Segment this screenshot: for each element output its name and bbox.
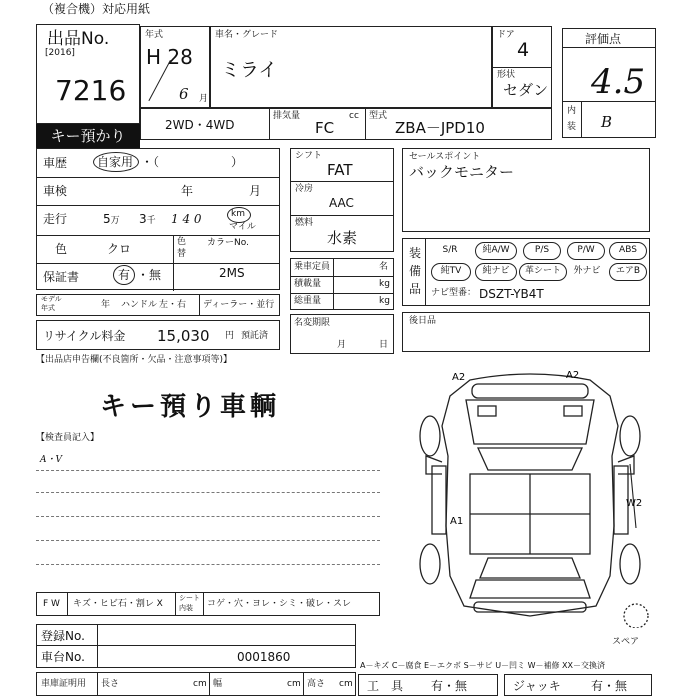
spec-row-line: [37, 205, 279, 206]
equip-sr: S/R: [442, 245, 458, 255]
damage-mark: A2: [452, 372, 466, 383]
warranty-no: ・無: [137, 268, 162, 282]
aircon-label: 冷房: [295, 184, 314, 194]
drive-row: [140, 108, 552, 140]
chassis-value: 0001860: [237, 650, 291, 664]
cert-col: [209, 673, 210, 695]
mileage-label: 走行: [43, 212, 68, 226]
displacement-label: 排気量: [273, 111, 301, 121]
chassis-label: 車台No.: [41, 650, 85, 664]
fw-divider: [175, 593, 176, 615]
grade-label: 評価点: [585, 32, 622, 46]
gross-label: 総重量: [294, 296, 322, 306]
inspector-note: A・V: [40, 455, 62, 465]
load-unit: kg: [379, 279, 390, 289]
sales-point-label: セールスポイント: [409, 152, 481, 162]
name-change-label: 名変期限: [294, 318, 331, 328]
capacity-label: 乗車定員: [294, 262, 331, 272]
mileage-rest: 1 4 0: [171, 212, 202, 226]
reg-col: [97, 625, 98, 667]
car-name-label: 車名・グレード: [215, 30, 279, 40]
interior-label-bottom: 装: [567, 122, 577, 132]
damage-mark: W2: [626, 498, 643, 509]
displacement-value: FC: [315, 119, 335, 137]
color-no-value: 2MS: [219, 266, 245, 280]
recycle-deposit: 預託済: [241, 331, 269, 341]
shift-divider: [291, 215, 393, 216]
note-line: [36, 470, 380, 471]
gross-unit: kg: [379, 296, 390, 306]
model-code-label: 型式: [369, 111, 388, 121]
grade-value: 4.5: [591, 62, 646, 102]
grade-box: [562, 28, 656, 138]
cert-col: [303, 673, 304, 695]
color-change-top: 色: [177, 237, 187, 247]
spec-table: [36, 148, 280, 290]
dealer-divider: [199, 295, 200, 315]
interior-divider: [581, 101, 582, 137]
inspection-year-unit: 年: [181, 184, 194, 198]
capacity-divider: [291, 276, 393, 277]
fw-row: [36, 592, 380, 616]
aircon-value: AAC: [329, 196, 354, 210]
model-year-label: 年式: [145, 30, 164, 40]
notes-text: キー預り車輌: [100, 392, 281, 422]
model-year-row-handle: ハンドル: [121, 300, 158, 310]
recycle-label: リサイクル料金: [43, 329, 126, 343]
model-year-row-label-bottom: 年式: [41, 304, 55, 312]
cert-height: 高さ: [307, 679, 326, 689]
damage-mark: A2: [566, 370, 580, 381]
car-diagram: [400, 366, 660, 628]
registration-label: 登録No.: [41, 629, 85, 643]
fw-label: F W: [43, 599, 60, 609]
mileage-man: 5万: [103, 212, 120, 226]
spare-label: スペア: [612, 637, 640, 647]
cert-height-unit: cm: [339, 679, 353, 689]
shape-label: 形状: [497, 70, 516, 80]
cert-length-unit: cm: [193, 679, 207, 689]
drive-options: 2WD・4WD: [165, 118, 235, 132]
mileage-unit-mile: マイル: [229, 222, 256, 232]
capacity-divider: [291, 293, 393, 294]
note-line: [36, 492, 380, 493]
shift-box: [290, 148, 394, 252]
equip-abs: ABS: [609, 242, 647, 260]
equip-navi: 純ナビ: [475, 263, 517, 281]
recycle-value: 15,030: [157, 327, 210, 345]
equip-power-steering: P/S: [523, 242, 561, 260]
drive-divider: [269, 109, 270, 139]
door-box: [492, 26, 552, 108]
color-value: クロ: [107, 242, 132, 256]
shift-value: FAT: [327, 161, 353, 179]
warranty-label: 保証書: [43, 270, 80, 284]
equip-aftermarket-navi: 外ナビ: [573, 266, 601, 276]
tools-label: 工 具: [367, 679, 404, 693]
model-year-row-dealer: ディーラー・並行: [203, 300, 275, 310]
model-month-unit: 月: [199, 94, 209, 104]
recycle-row: [36, 320, 280, 350]
equip-alloy-wheel: 純A/W: [475, 242, 517, 260]
door-value: 4: [517, 39, 530, 61]
equipment-divider: [425, 239, 426, 305]
lot-label: 出品No.: [47, 29, 110, 49]
grade-divider: [563, 47, 655, 48]
notes-heading: 【出品店申告欄(不良箇所・欠品・注意事項等)】: [36, 355, 233, 365]
displacement-unit: cc: [349, 111, 359, 121]
fw-divider: [67, 593, 68, 615]
cert-width-unit: cm: [287, 679, 301, 689]
jack-value: 有・無: [591, 679, 628, 693]
model-code-value: ZBA－JPD10: [395, 119, 485, 137]
model-month-value: 6: [179, 85, 189, 103]
color-divider: [173, 235, 174, 291]
inspector-heading: 【検査員記入】: [36, 433, 100, 443]
fuel-label: 燃料: [295, 218, 314, 228]
note-line: [36, 516, 380, 517]
note-line: [36, 540, 380, 541]
model-year-value: H 28: [146, 45, 193, 69]
cert-col: [97, 673, 98, 695]
capacity-unit: 名: [379, 262, 389, 272]
lot-box: [36, 24, 140, 124]
fw-items: キズ・ヒビ石・割レ X: [73, 599, 163, 609]
color-change-bottom: 替: [177, 249, 187, 259]
navi-label: ナビ型番：: [431, 288, 477, 298]
seat-label-bottom: 内装: [179, 604, 193, 612]
model-year-row-label-top: モデル: [41, 295, 62, 303]
model-year-row-handle-value: 左・右: [159, 300, 187, 310]
inspection-label: 車検: [43, 184, 68, 198]
mileage-sen: 3千: [139, 212, 156, 226]
seat-items: コゲ・穴・ヨレ・シミ・破レ・スレ: [207, 599, 352, 609]
cert-length: 長さ: [101, 679, 120, 689]
equipment-box: [402, 238, 650, 306]
interior-value: B: [601, 113, 613, 131]
spec-row-line: [37, 235, 279, 236]
equipment-label-2: 備: [409, 264, 422, 278]
name-change-box: [290, 314, 394, 354]
name-change-day: 日: [379, 340, 389, 350]
equip-power-window: P/W: [567, 242, 605, 260]
warranty-yes: 有: [118, 268, 131, 282]
damage-legend: A－キズ C－腐食 E－エクボ S－サビ U－凹ミ W－補修 XX－交換済: [360, 661, 606, 670]
lot-year-stamp: [2016]: [45, 48, 75, 58]
grade-divider-2: [563, 101, 655, 102]
seat-label-top: シート: [179, 594, 200, 602]
note-line: [36, 564, 380, 565]
jack-box: [504, 674, 652, 696]
equip-airbag: エアB: [609, 263, 647, 281]
spec-row-line: [37, 177, 279, 178]
model-year-row-year: 年: [101, 300, 111, 310]
lot-number: 7216: [55, 74, 127, 107]
sales-point-box: [402, 148, 650, 232]
tools-box: [358, 674, 498, 696]
damage-mark: A1: [450, 516, 464, 527]
spec-row-line: [37, 263, 279, 264]
recycle-unit: 円: [225, 331, 235, 341]
certificate-row: [36, 672, 356, 696]
color-label: 色: [55, 242, 68, 256]
tools-value: 有・無: [431, 679, 468, 693]
interior-label-top: 内: [567, 106, 577, 116]
color-no-label: カラーNo.: [207, 238, 249, 248]
capacity-box: [290, 258, 394, 310]
capacity-col: [333, 259, 334, 309]
key-badge: キー預かり: [36, 124, 140, 148]
history-rest: ・（ ）: [141, 155, 244, 169]
car-name-box: [210, 26, 492, 108]
after-date-box: [402, 312, 650, 352]
inspection-month-unit: 月: [249, 184, 262, 198]
model-year-row: [36, 294, 280, 316]
reg-table: [36, 624, 356, 668]
equip-leather-seat: 革シート: [519, 263, 567, 281]
mileage-unit-km: km: [231, 209, 245, 219]
shift-label: シフト: [295, 151, 323, 161]
car-name-value: ミライ: [221, 59, 278, 81]
door-divider: [493, 67, 551, 68]
shape-value: セダン: [503, 81, 549, 99]
model-code-divider: [365, 109, 366, 139]
fw-divider: [203, 593, 204, 615]
history-value: 自家用: [97, 155, 134, 169]
equipment-label-1: 装: [409, 246, 422, 260]
load-label: 積載量: [294, 279, 322, 289]
shift-divider: [291, 181, 393, 182]
jack-label: ジャッキ: [513, 679, 561, 693]
equip-tv: 純TV: [431, 263, 471, 281]
machine-note: （複合機）対応用紙: [42, 2, 151, 16]
history-label: 車歴: [43, 156, 68, 170]
reg-divider: [37, 645, 355, 646]
navi-model: DSZT-YB4T: [479, 287, 544, 301]
after-date-label: 後日品: [409, 316, 437, 326]
door-label: ドア: [497, 30, 515, 40]
certificate-label: 車庫証明用: [41, 679, 87, 689]
fuel-value: 水素: [327, 229, 358, 247]
cert-width: 幅: [213, 679, 223, 689]
equipment-label-3: 品: [409, 282, 422, 296]
name-change-month: 月: [337, 340, 347, 350]
sales-point-value: バックモニター: [409, 163, 515, 181]
